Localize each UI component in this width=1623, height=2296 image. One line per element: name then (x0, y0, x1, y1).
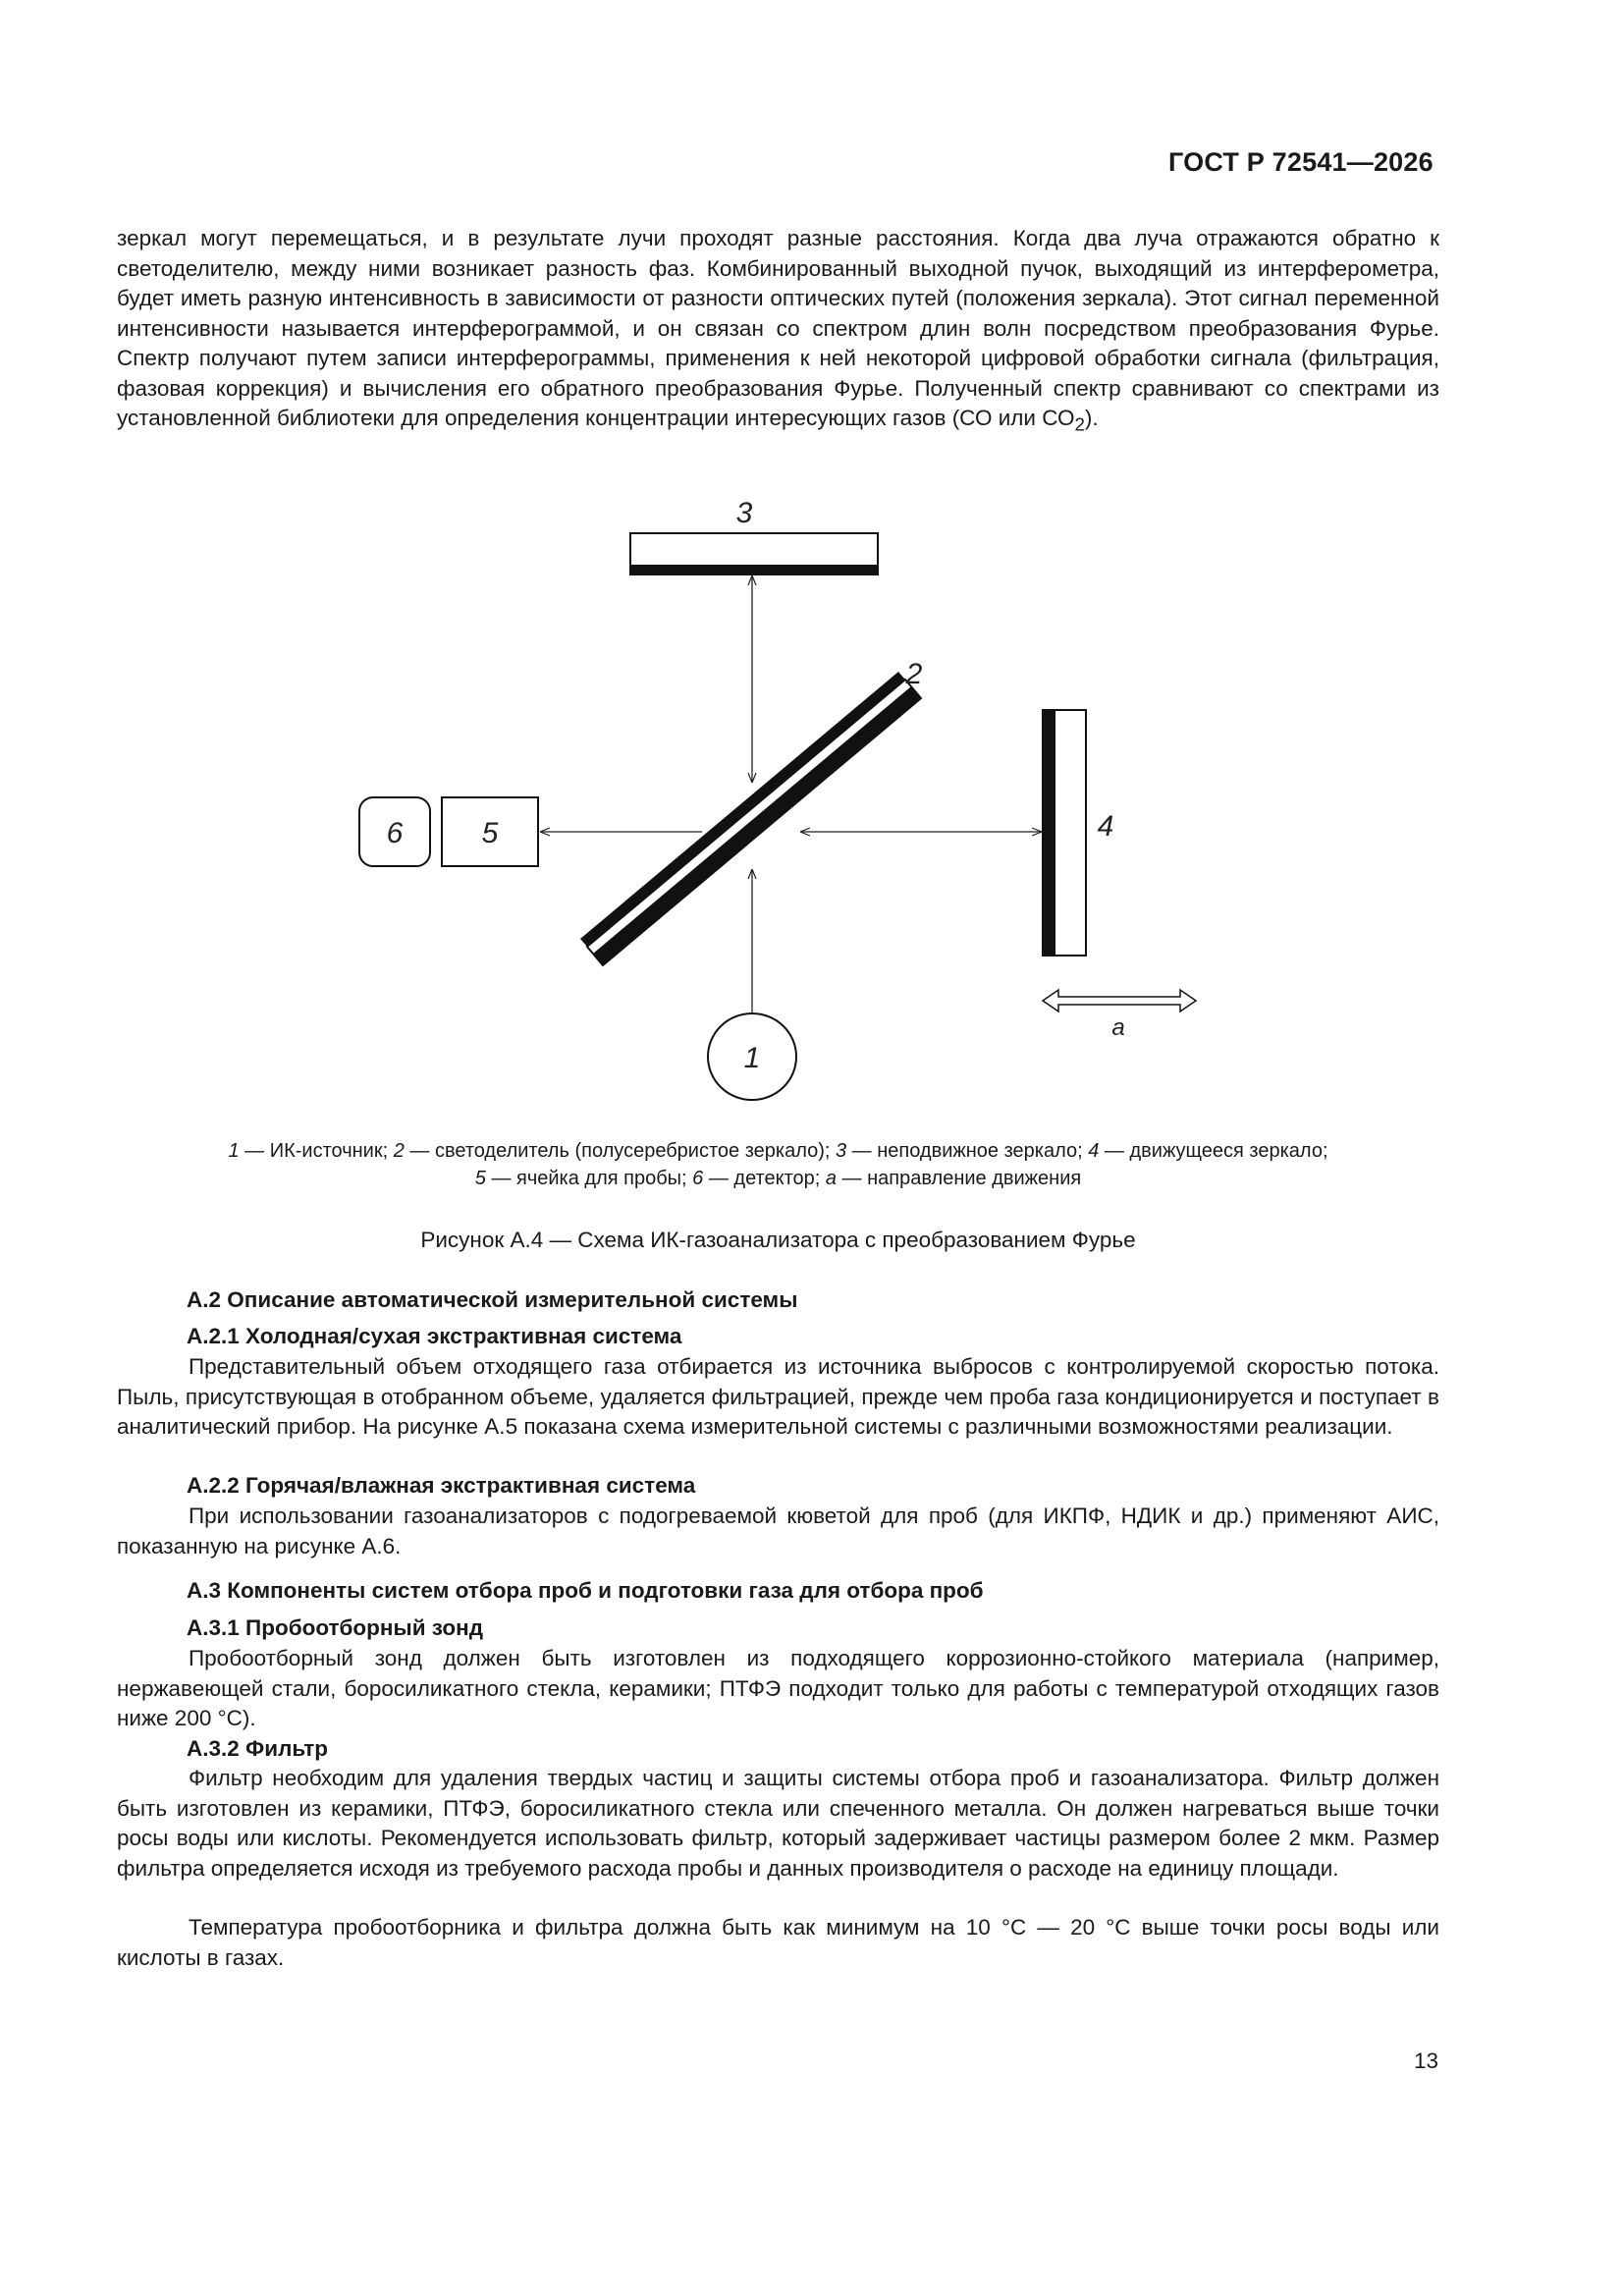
section-a32-title: А.3.2 Фильтр (187, 1736, 328, 1761)
legend-line-1 (117, 1137, 1439, 1165)
legend-text: — ячейка для пробы; (485, 1168, 693, 1189)
legend-num: 1 (228, 1140, 240, 1162)
legend-num: 5 (474, 1168, 486, 1189)
legend-text: — движущееся зеркало; (1099, 1140, 1328, 1162)
legend-num: 4 (1088, 1140, 1100, 1162)
section-a21-text: Представительный объем отходящего газа отбирается из источника выбросов с контролируемой скоростью потока. Пыль, присутствующая в отобранном объеме, удаляется фильтрацией, прежде чем проба газа кондиционируется и поступает в аналитический прибор. На рисунке А.5 показана схема измерительной системы с различными возможностями реализации. (117, 1354, 1439, 1439)
label-sample-cell: 5 (481, 817, 499, 849)
fixed-mirror (630, 533, 878, 574)
legend-text: — направление движения (837, 1168, 1082, 1189)
legend-num: 6 (692, 1168, 704, 1189)
legend-num: 3 (836, 1140, 847, 1162)
document-id: ГОСТ Р 72541—2026 (1168, 147, 1434, 177)
section-a2-title: А.2 Описание автоматической измерительной системы (187, 1287, 798, 1312)
intro-subscript: 2 (1074, 413, 1085, 435)
figure-caption: Рисунок А.4 — Схема ИК-газоанализатора с преобразованием Фурье (420, 1228, 1136, 1252)
legend-num: 2 (393, 1140, 405, 1162)
section-a21-title: А.2.1 Холодная/сухая экстрактивная система (187, 1324, 682, 1348)
label-direction: а (1111, 1014, 1125, 1041)
beamsplitter (580, 672, 921, 965)
label-fixed-mirror: 3 (735, 497, 753, 529)
intro-paragraph (117, 224, 1439, 440)
intro-tail: ). (1084, 406, 1099, 430)
section-a22-title: А.2.2 Горячая/влажная экстрактивная система (187, 1473, 696, 1498)
label-detector: 6 (386, 817, 404, 849)
section-a32-text-1: Фильтр необходим для удаления твердых частиц и защиты системы отбора проб и газоанализатора. Фильтр должен быть изготовлен из керамики, ПТФЭ, боросиликатного стекла или спеченного металла. Он должен нагреваться выше точки росы воды или кислоты. Рекомендуется использовать фильтр, который задерживает частицы размером более 2 мкм. Размер фильтра определяется исходя из требуемого расхода пробы и данных производителя о расходе на единицу площади. (117, 1766, 1439, 1881)
section-a32-text-2: Температура пробоотборника и фильтра должна быть как минимум на 10 °С — 20 °С выше точки росы воды или кислоты в газах. (117, 1915, 1439, 1970)
section-a22-text: При использовании газоанализаторов с подогреваемой кюветой для проб (для ИКПФ, НДИК и др.) применяют АИС, показанную на рисунке А.6. (117, 1503, 1439, 1558)
label-moving-mirror: 4 (1097, 810, 1114, 843)
legend-line-2 (117, 1165, 1439, 1192)
legend-text: — светоделитель (полусеребристое зеркало); (404, 1140, 836, 1162)
ftir-schematic-figure (334, 486, 1217, 1115)
page-number: 13 (1414, 2049, 1439, 2073)
legend-text: — детектор; (703, 1168, 826, 1189)
legend-num: а (825, 1168, 837, 1189)
legend-text: — неподвижное зеркало; (846, 1140, 1089, 1162)
intro-text: зеркал могут перемещаться, и в результате лучи проходят разные расстояния. Когда два луча отражаются обратно к светоделителю, между ними возникает разность фаз. Комбинированный выходной пучок, выходящий из интерферометра, будет иметь разную интенсивность в зависимости от разности оптических путей (положения зеркала). Этот сигнал переменной интенсивности называется интерферограммой, и он связан со спектром длин волн посредством преобразования Фурье. Спектр получают путем записи интерферограммы, применения к ней некоторой цифровой обработки сигнала (фильтрация, фазовая коррекция) и вычисления его обратного преобразования Фурье. Полученный спектр сравнивают со спектрами из установленной библиотеки для определения концентрации интересующих газов (СО или СО (117, 226, 1439, 430)
moving-mirror (1043, 710, 1086, 956)
label-ir-source: 1 (743, 1042, 761, 1074)
legend-text: — ИК-источник; (239, 1140, 394, 1162)
figure-legend (117, 1137, 1439, 1192)
section-a31-text: Пробоотборный зонд должен быть изготовлен из подходящего коррозионно-стойкого материала (например, нержавеющей стали, боросиликатного стекла, керамики; ПТФЭ подходит только для работы с температурой отходящих газов ниже 200 °С). (117, 1646, 1439, 1730)
section-a31-title: А.3.1 Пробоотборный зонд (187, 1615, 484, 1640)
movement-direction-arrow (1043, 990, 1196, 1011)
section-a3-title: А.3 Компоненты систем отбора проб и подготовки газа для отбора проб (187, 1578, 984, 1603)
label-beamsplitter: 2 (905, 658, 923, 690)
